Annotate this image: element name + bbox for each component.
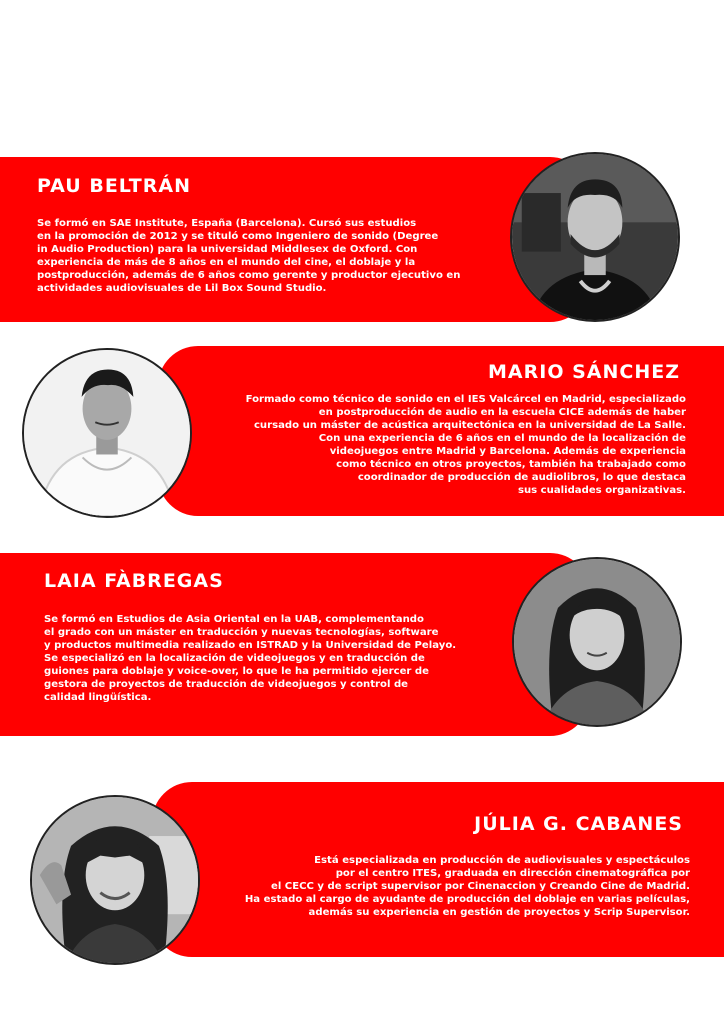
bio-line: y productos multimedia realizado en ISTRAD y la Universidad de Pelayo. bbox=[44, 640, 457, 651]
bio-line: por el centro ITES, graduada en dirección cinematográfica por bbox=[335, 868, 690, 879]
bio-line: Está especializada en producción de audiovisuales y espectáculos bbox=[314, 855, 690, 866]
bio-line: postproducción, además de 6 años como gerente y productor ejecutivo en bbox=[37, 270, 461, 281]
bio-line: guiones para doblaje y voice-over, lo que le ha permitido ejercer de bbox=[44, 666, 429, 677]
member-bio bbox=[37, 217, 460, 295]
portrait-photo-man-white-hoodie bbox=[22, 348, 192, 518]
member-card-mario-sanchez bbox=[158, 346, 724, 516]
bio-line: Se formó en SAE Institute, España (Barcelona). Cursó sus estudios bbox=[37, 218, 417, 229]
bio-line: actividades audiovisuales de Lil Box Sound Studio. bbox=[37, 283, 327, 294]
bio-line: en postproducción de audio en la escuela CICE además de haber bbox=[318, 407, 686, 418]
bio-line: experiencia de más de 8 años en el mundo del cine, el doblaje y la bbox=[37, 257, 416, 268]
bio-line: Se formó en Estudios de Asia Oriental en la UAB, complementando bbox=[44, 614, 424, 625]
bio-line: el CECC y de script supervisor por Cinenaccion y Creando Cine de Madrid. bbox=[270, 881, 690, 892]
bio-line: videojuegos entre Madrid y Barcelona. Además de experiencia bbox=[329, 446, 686, 457]
member-name: LAIA FÀBREGAS bbox=[44, 570, 224, 592]
bio-line: Se especializó en la localización de videojuegos y en traducción de bbox=[44, 653, 425, 664]
bio-line: cursado un máster de acústica arquitectónica en la universidad de La Salle. bbox=[253, 420, 686, 431]
member-name: MARIO SÁNCHEZ bbox=[488, 361, 680, 383]
member-bio bbox=[246, 393, 686, 497]
bio-line: en la promoción de 2012 y se tituló como Ingeniero de sonido (Degree bbox=[37, 231, 439, 242]
member-card-pau-beltran bbox=[0, 157, 590, 322]
bio-line: Con una experiencia de 6 años en el mundo de la localización de bbox=[318, 433, 686, 444]
bio-line: Ha estado al cargo de ayudante de producción del doblaje en varias películas, bbox=[244, 894, 690, 905]
bio-line: in Audio Production) para la universidad Middlesex de Oxford. Con bbox=[37, 244, 418, 255]
member-bio bbox=[44, 613, 456, 704]
bio-line: el grado con un máster en traducción y nuevas tecnologías, software bbox=[44, 627, 439, 638]
bio-line: Formado como técnico de sonido en el IES Valcárcel en Madrid, especializado bbox=[245, 394, 686, 405]
bio-line: gestora de proyectos de traducción de videojuegos y control de bbox=[44, 679, 409, 690]
member-bio bbox=[245, 854, 690, 919]
bio-line: coordinador de producción de audiolibros, lo que destaca bbox=[357, 472, 686, 483]
bio-line: como técnico en otros proyectos, también ha trabajado como bbox=[336, 459, 686, 470]
member-card-julia-g-cabanes bbox=[152, 782, 724, 957]
portrait-photo-woman-bangs-smiling bbox=[30, 795, 200, 965]
portrait-photo-man-beard-chain bbox=[510, 152, 680, 322]
bio-line: además su experiencia en gestión de proyectos y Scrip Supervisor. bbox=[308, 907, 690, 918]
member-name: JÚLIA G. CABANES bbox=[474, 813, 683, 835]
portrait-photo-woman-long-hair bbox=[512, 557, 682, 727]
bio-line: sus cualidades organizativas. bbox=[517, 485, 686, 496]
bio-line: calidad lingüística. bbox=[44, 692, 152, 703]
member-card-laia-fabregas bbox=[0, 553, 590, 736]
member-name: PAU BELTRÁN bbox=[37, 175, 191, 197]
